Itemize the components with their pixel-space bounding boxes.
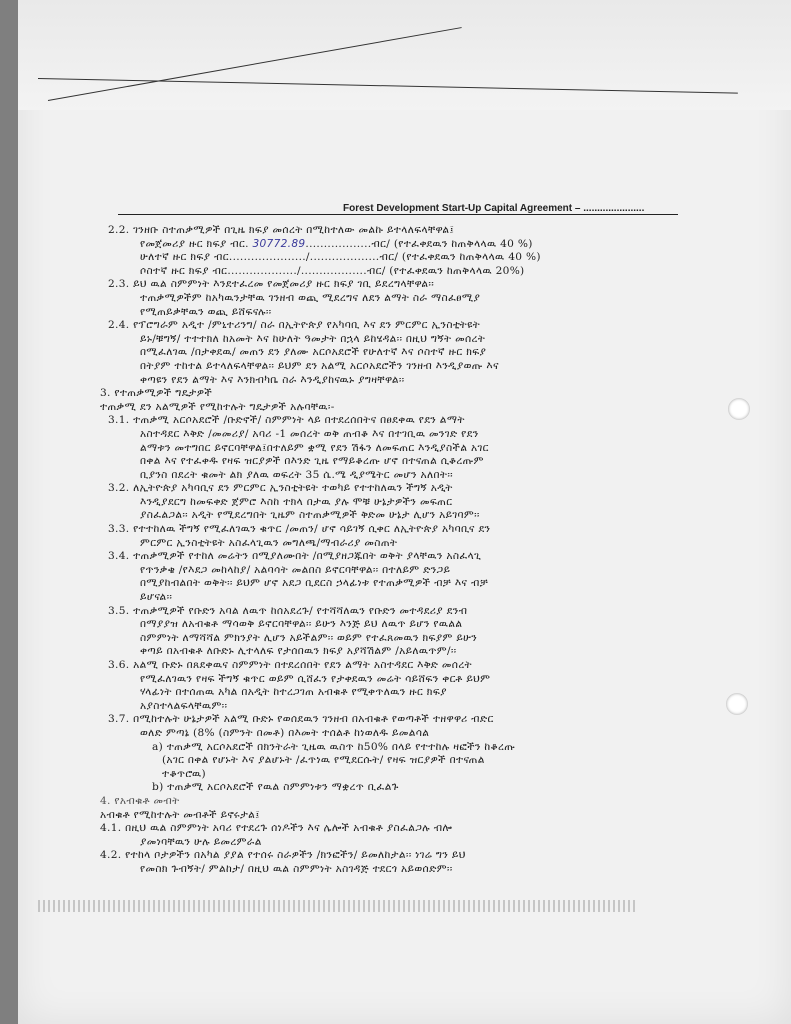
document-body — [100, 224, 760, 877]
document-line: ያመነባቸዉን ሁሉ ይመረምራል — [140, 835, 262, 848]
document-line: b) ተጠቃሚ አርሶአደሮች የዉል ስምምነቱን ማቋረጥ ቢፈልጉ — [152, 781, 399, 794]
document-line: ስምምነት ለማሻሻል ምክንያት ሊሆን አይችልም፡፡ ወይም የተፈጸመዉን ክፍያም ይሁን — [140, 631, 478, 644]
punch-hole — [728, 398, 750, 420]
document-line: 3.5. ተጠቃሚዎች የቡድን አባል ለዉጥ ከሰአደረጉ/ የተሻሻለዉን የቡድን መተዳደሪያ ደንብ — [108, 604, 468, 617]
document-line: 3.1. ተጠቃሚ አርሶአደሮች /ቡድኖች/ ስምምነት ላይ በተደረሰበትና በፀደቀዉ የደን ልማት — [108, 414, 465, 427]
document-line: ቀጣዩን የደን ልማት እና እንክብካቤ ስራ እንዲያከናዉኑ ያግዛቸዋል፡፡ — [140, 373, 405, 386]
document-line: ይሆናል፡፡ — [140, 591, 173, 604]
document-line: የሚጠይቃቸዉን ወጪ ይሸፍናሉ፡፡ — [140, 305, 272, 318]
document-line: አስተዳደር እቅድ /መመሪያ/ አባሪ -1 መሰረት ወቅ ጠብቆ እና በተገቢዉ መንገድ የደን — [140, 427, 479, 440]
document-line: አያስተላልፍላቸዉም፡፡ — [140, 699, 228, 712]
photocopy-smudge — [38, 900, 638, 912]
document-line: (አገር በቀል የሆኑት እና ያልሆኑት /ፈጥነዉ የሚደርሱት/ የዛፍ ዝርያዎች በተናጠል — [162, 754, 485, 767]
document-line: ሶስተኛ ዙር ክፍያ ብር.................../..................ብር/ (የተፈቀደዉን ከጠቅላላዉ 20%) — [140, 264, 525, 277]
document-line: ቀጣይ በአብቁቶ ለቡድኑ ሊተላለፍ የታሰበዉን ክፍያ አያሻሽልም /አይለዉጥም/፡፡ — [140, 645, 457, 658]
document-line: 3.7. በሚከተሉት ሁኔታዎች አልሚ ቡድኑ የወሰደዉን ገንዘብ በአብቁቶ የወጣቶች ተዘዋዋሪ ብድር — [108, 713, 494, 726]
document-line: አብቁቶ የሚከተሉት መብቶች ይኖሩታል፤ — [100, 808, 260, 821]
document-line: ሁለተኛ ዙር ክፍያ ብር...................../...................ብር/ (የተፈቀደዉን ከጠቅላላዉ 40 %) — [140, 251, 541, 264]
document-line: ይኑ/ቹግኝ/ ተተተክለ ከአመት እና ከሁለት ዓመታት በኋላ ይከሄዳል፡፡ በዚህ ግኝት መሰረት — [140, 332, 486, 345]
document-line: ምርምር ኢንስቲትዩት አስፈላጊዉን መግለጫ/ማብራሪያ መስጠት — [140, 536, 398, 549]
document-line: በትያም ተከተል ይተላለፍላቸዋል፡፡ ይህም ደን አልሚ አርሶአደሮችን ገንዘብ እንዲያወጡ እና — [140, 359, 499, 372]
line-text-rest: ..................ብር/ (የተፈቀደዉን ከጠቅላላዉ 40 %) — [305, 237, 533, 250]
line-text: የመጀመሪያ ዙር ክፍያ ብር. — [140, 237, 253, 250]
document-line: ልማቱን መተግበር ይኖርባቸዋል፤በተለይም ቋሚ የደን ሽፋን ለመፍጠር እንዲያስችል አገር — [140, 441, 489, 454]
document-line: 3.3. የተተከለዉ ችግኝ የሚፈለገዉን ቁጥር /መጠን/ ሆኖ ሳይገኝ ሲቀር ለኢትዮጵያ አካባቢና ደን — [108, 523, 491, 536]
document-line: የሚፈለገዉን የዛፍ ችግኝ ቁጥር ወይም ሲሸፈን የታቀደዉን መሬት ሳይሸፍን ቀርቶ ይህም — [140, 672, 491, 685]
document-line: 4. የአብቁቶ መብት — [100, 794, 180, 807]
document-line: 3.4. ተጠቃሚዎች የተከለ መሬትን በሚያለሙበት /በሚያዘጋጁበት ወቅት ያላቸዉን አስፈላጊ — [108, 550, 482, 563]
document-line: ተቆጥሮዉ) — [162, 767, 206, 780]
document-line: ተጠቃሚ ደን አልሚዎች የሚከተሉት ግዴታዎች አሉባቸዉ፡- — [100, 400, 335, 413]
document-line: 3.2. ለኢትዮጵያ አካባቢና ደን ምርምር ኢንስቲትዩት ተወካይ የተተከለዉን ችግኝ አዲት — [108, 482, 453, 495]
document-line: 3.6. አልሚ ቡድኑ በጸደቀዉና ስምምነት በተደረሰበት የደን ልማት አስተዳደር እቅድ መሰረት — [108, 659, 473, 671]
document-line: 2.4. የፕሮግራም አዲተ /ምኒተሪንግ/ ስራ በኢትዮጵያ የአካባቢ እና ደን ምርምር ኢንስቲትዩት — [108, 319, 481, 332]
document-line: 3. የተጠቃሚዎች ግዴታዎች — [100, 387, 213, 400]
document-line: ተጠቃሚዎችም ከአካዉንታቸዉ ገንዘብ ወጪ ሚደረግና ለደን ልማት ስራ ማስፈፀሚያ — [140, 291, 481, 304]
document-line: 4.1. በዚህ ዉል ስምምነት አባሪ የተደረጉ ሰነዶችን እና ሌሎች አብቁቶ ያስፈልጋሉ ብሎ — [100, 822, 453, 835]
header-rule — [118, 214, 678, 215]
document-line: የጥንቃቄ /የእደጋ መከላከያ/ አልባሳት መልበስ ይኖርባቸዋል፡፡ በተለይም ድንጋይ — [140, 563, 451, 576]
document-line: ሃላፊነት በተሰጠዉ አካል በአዲት ከተረጋገጠ አብቁቶ የሚቀጥለዉን ዙር ክፍያ — [140, 686, 447, 699]
top-shadow — [18, 0, 791, 110]
document-line: a) ተጠቃሚ አርሶአደሮች በክንትራት ጊዜዉ ዉስጥ ከ50% በላይ የተተከሉ ዛፎችን ከቆረጡ — [152, 740, 516, 753]
document-line: 2.3. ይህ ዉል ስምምነት እንደተፈረመ የመጀመሪያ ዙር ክፍያ ገቢ ይደረግላቸዋል፡፡ — [108, 278, 435, 291]
document-line: እንዲያደርግ ከመፍቀድ ጀምሮ እስከ ተክላ በታዉ ያሉ ሞቹ ሁኔታዎችን መፍጠር — [140, 495, 453, 508]
document-page — [18, 0, 791, 1024]
document-line: 2.2. ገንዘቡ ስተጠቃሚዎች በጊዜ ክፍያ መሰረት በሚከተለው መልኩ ይተላለፍላቸዋል፤ — [108, 224, 455, 236]
document-line: 4.2. የተከላ ቦታዎችን በአካል ያያል የተሰሩ ስራዎችን /ክንፎችን/ ይመለከታል፡፡ ነገሬ ግን ይህ — [100, 849, 466, 862]
document-line: ቢያንስ በደረት ቁመት ልክ ያለዉ ወፍረት 35 ሴ.ሜ ዲያሜትር መሆን አለበት፡፡ — [140, 468, 453, 481]
document-line: የመስክ ጉብኝት/ ምልከታ/ በዚህ ዉል ስምምነት አስገዳጅ ተደርጎ አይወሰድም፡፡ — [140, 862, 453, 875]
document-line: በሚፈለገዉ /በታቀደዉ/ መጠን ደን ያለሙ አርሶአደሮች የሁለተኛ እና ሶስተኛ ዙር ክፍያ — [140, 346, 487, 359]
document-line: በቀል እና የተፈቀዱ የዛፍ ዝርያዎች በእንድ ጊዜ የማይቆረጡ ሆኖ በተናጠል ሲቆረጡም — [140, 455, 484, 468]
document-line: በሚያከብልበት ወቅት፡፡ ይህም ሆኖ አደጋ ቢደርስ ኃላፊነቱ የተጠቃሚዎች ብቻ እና ብቻ — [140, 577, 489, 590]
punch-hole — [726, 693, 748, 715]
document-line: በማያያዝ ለአብቁቶ ማሳወቅ ይኖርባቸዋል፡፡ ይሁን እንጅ ይህ ለዉጥ ይሆን የዉልል — [140, 618, 463, 631]
document-line: ወለድ ምጣኔ (8% (ስምንት በመቶ) በእመት ተሰልቶ ከነወለዱ ይመልሳል — [140, 726, 430, 739]
document-line — [100, 238, 760, 252]
document-header: Forest Development Start-Up Capital Agreement – ...................... — [343, 203, 645, 214]
handwritten-amount: 30772.89 — [252, 237, 306, 250]
document-line: ያስፈልጋል፡፡ አዲት የሚደረግበት ጊዜም ስተጠቃሚዎች ቅድመ ሁኔታ ሊሆን አይገባም፡፡ — [140, 509, 480, 522]
